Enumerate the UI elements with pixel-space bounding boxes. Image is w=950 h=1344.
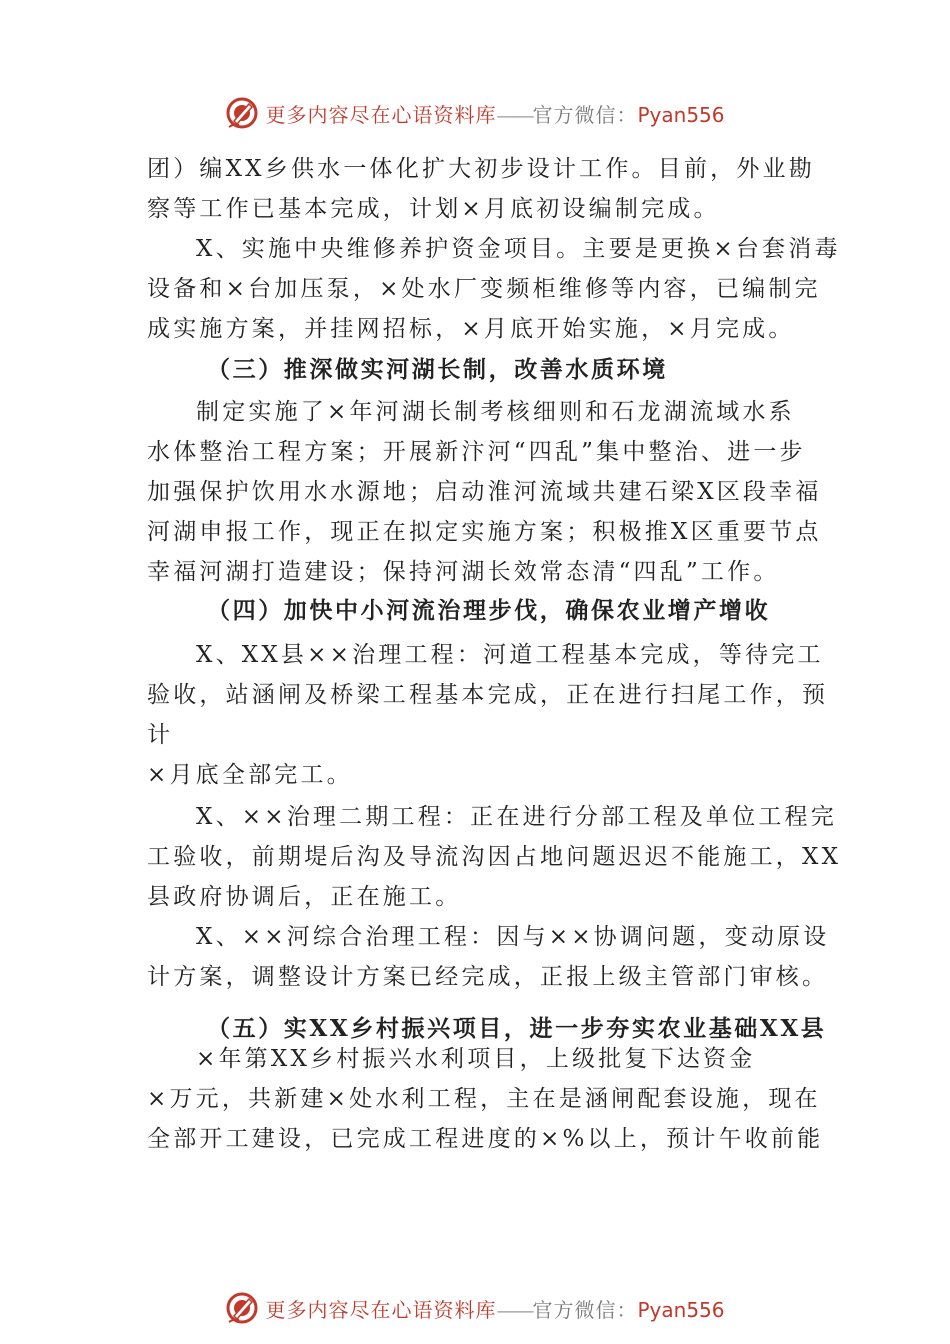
paragraph-line: 县政府协调后，正在施工。 (147, 884, 462, 910)
watermark-library-name: 更多内容尽在心语资料库 (265, 102, 497, 127)
section-heading-5: （五）实XX乡村振兴项目，进一步夯实农业基础XX县 (207, 1015, 827, 1042)
paragraph-line: 水体整治工程方案；开展新汴河“四乱”集中整治、进一步 (147, 439, 806, 465)
paragraph-line: 全部开工建设，已完成工程进度的×%以上，预计午收前能 (147, 1126, 824, 1152)
paragraph-line: 工验收，前期堤后沟及导流沟因占地问题迟迟不能施工，XX (147, 844, 842, 870)
paragraph-line: 计方案，调整设计方案已经完成，正报上级主管部门审核。 (147, 964, 829, 990)
paragraph-line: 制定实施了×年河湖长制考核细则和石龙湖流域水系 (196, 399, 795, 425)
paragraph-line: 加强保护饮用水水源地；启动淮河流域共建石梁X区段幸福 (147, 479, 822, 505)
paragraph-line: 幸福河湖打造建设；保持河湖长效常态清“四乱”工作。 (147, 559, 780, 585)
watermark-wechat-label: 官方微信： (532, 102, 638, 127)
footer-watermark-banner (0, 1288, 950, 1328)
paragraph-line: ×月底全部完工。 (147, 762, 353, 788)
watermark-text (265, 1294, 724, 1323)
paragraph-line: 设备和×台加压泵，×处水厂变频柜维修等内容，已编制完 (147, 276, 821, 302)
watermark-library-name: 更多内容尽在心语资料库 (265, 1297, 497, 1322)
paragraph-line: 团）编XX乡供水一体化扩大初步设计工作。目前，外业勘 (147, 156, 815, 182)
section-heading-4: （四）加快中小河流治理步伐，确保农业增产增收 (207, 597, 771, 624)
paragraph-line: ×万元，共新建×处水利工程，主在是涵闸配套设施，现在 (147, 1086, 821, 1112)
paragraph-line: 察等工作已基本完成，计划×月底初设编制完成。 (147, 196, 720, 222)
paragraph-line: X、实施中央维修养护资金项目。主要是更换×台套消毒 (196, 236, 841, 262)
paragraph-line: 河湖申报工作，现正在拟定实施方案；积极推X区重要节点 (147, 519, 822, 545)
watermark-dash: —— (496, 1297, 533, 1322)
pen-logo-icon (225, 1291, 259, 1325)
pen-logo-icon (225, 96, 259, 130)
watermark-wechat-label: 官方微信： (532, 1297, 638, 1322)
watermark-dash: —— (496, 102, 533, 127)
watermark-wechat-id: Pyan556 (637, 102, 725, 127)
paragraph-line: 计 (147, 722, 174, 748)
watermark-wechat-id: Pyan556 (637, 1297, 725, 1322)
paragraph-line: 验收，站涵闸及桥梁工程基本完成，正在进行扫尾工作，预 (147, 682, 829, 708)
paragraph-line: X、XX县××治理工程：河道工程基本完成，等待完工 (196, 642, 824, 668)
paragraph-line: X、××河综合治理工程：因与××协调问题，变动原设 (196, 924, 830, 950)
header-watermark-banner (0, 93, 950, 133)
paragraph-line: ×年第XX乡村振兴水利项目，上级批复下达资金 (196, 1046, 756, 1072)
paragraph-line: 成实施方案，并挂网招标，×月底开始实施，×月完成。 (147, 316, 795, 342)
watermark-text (265, 99, 724, 128)
paragraph-line: X、××治理二期工程：正在进行分部工程及单位工程完 (196, 804, 837, 830)
section-heading-3: （三）推深做实河湖长制，改善水质环境 (207, 356, 668, 383)
